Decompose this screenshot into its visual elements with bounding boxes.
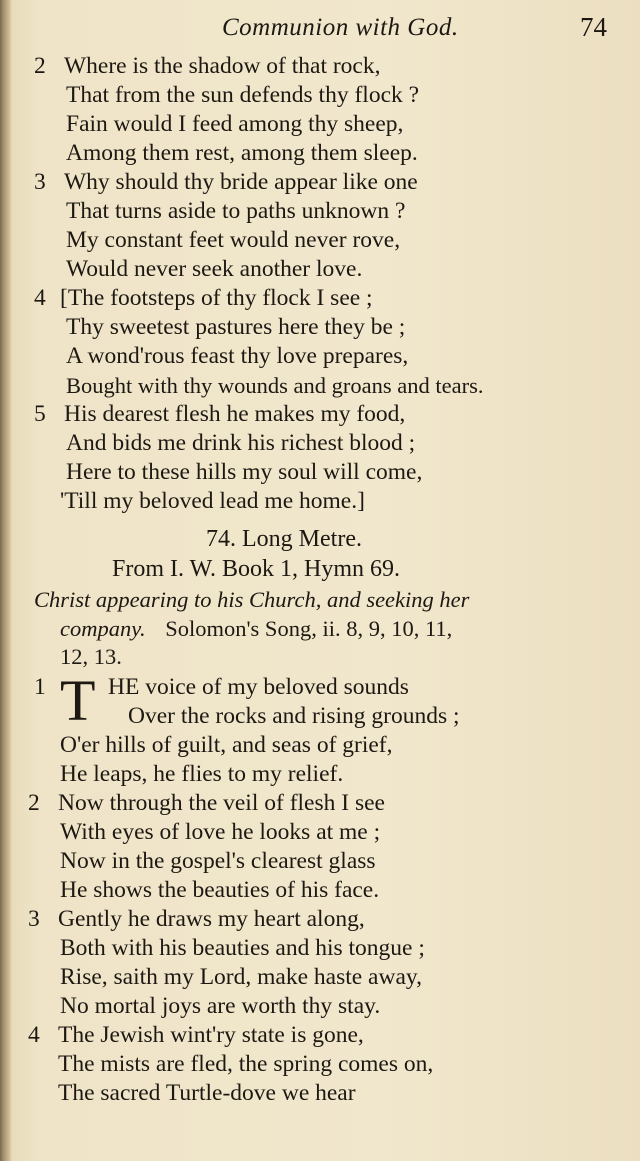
verse-line: Now in the gospel's clearest glass (60, 848, 376, 874)
drop-cap: T (60, 668, 96, 733)
verse-number: 1 (34, 674, 46, 700)
verse-line: The mists are fled, the spring comes on, (58, 1051, 434, 1077)
verse-line: He shows the beauties of his face. (60, 877, 380, 903)
verse-line: Over the rocks and rising grounds ; (128, 703, 460, 729)
verse-line: That from the sun defends thy flock ? (66, 82, 420, 108)
verse-line: That turns aside to paths unknown ? (66, 198, 406, 224)
hymn-source: From I. W. Book 1, Hymn 69. (112, 556, 401, 582)
verse-line: 'Till my beloved lead me home.] (60, 488, 365, 514)
hymn-scripture-reference-cont: 12, 13. (60, 644, 122, 669)
verse-line: Now through the veil of flesh I see (58, 790, 385, 816)
verse-line: Both with his beauties and his tongue ; (60, 935, 425, 961)
verse-line: Bought with thy wounds and groans and tears. (66, 373, 484, 398)
verse-line: Why should thy bride appear like one (64, 169, 418, 195)
hymn-title: 74. Long Metre. (206, 526, 362, 552)
verse-number: 3 (34, 169, 46, 195)
verse-line: Would never seek another love. (66, 256, 363, 282)
verse-line: And bids me drink his richest blood ; (66, 430, 416, 456)
verse-line: My constant feet would never rove, (66, 227, 401, 253)
verse-line: Here to these hills my soul will come, (66, 459, 423, 485)
hymn-subject-italic: company. (60, 616, 146, 641)
verse-line: He leaps, he flies to my relief. (60, 761, 344, 787)
verse-line: The sacred Turtle-dove we hear (58, 1080, 356, 1106)
verse-line: Where is the shadow of that rock, (64, 53, 381, 79)
hymn-scripture-reference: Solomon's Song, ii. 8, 9, 10, 11, (165, 616, 453, 641)
verse-number: 4 (28, 1022, 40, 1048)
verse-line: Rise, saith my Lord, make haste away, (60, 964, 422, 990)
verse-line: Among them rest, among them sleep. (66, 140, 418, 166)
running-title: Communion with God. (222, 14, 459, 41)
verse-number: 5 (34, 401, 46, 427)
verse-line: A wond'rous feast thy love prepares, (66, 343, 409, 369)
verse-line: His dearest flesh he makes my food, (64, 401, 406, 427)
verse-line: Gently he draws my heart along, (58, 906, 365, 932)
verse-line: No mortal joys are worth thy stay. (60, 993, 381, 1019)
verse-line: The Jewish wint'ry state is gone, (58, 1022, 364, 1048)
verse-line: Thy sweetest pastures here they be ; (66, 314, 406, 340)
verse-number: 2 (28, 790, 40, 816)
hymn-subject-reference (60, 616, 452, 642)
verse-line: HE voice of my beloved sounds (108, 674, 409, 700)
page-number: 74 (580, 12, 607, 42)
verse-line: [The footsteps of thy flock I see ; (60, 285, 373, 311)
page-binding-edge (0, 0, 12, 1161)
verse-number: 3 (28, 906, 40, 932)
verse-line: Fain would I feed among thy sheep, (66, 111, 404, 137)
verse-number: 4 (34, 285, 46, 311)
hymn-subject: Christ appearing to his Church, and seeking her (34, 587, 470, 612)
verse-number: 2 (34, 53, 46, 79)
verse-line: With eyes of love he looks at me ; (60, 819, 381, 845)
verse-line: O'er hills of guilt, and seas of grief, (60, 732, 393, 758)
